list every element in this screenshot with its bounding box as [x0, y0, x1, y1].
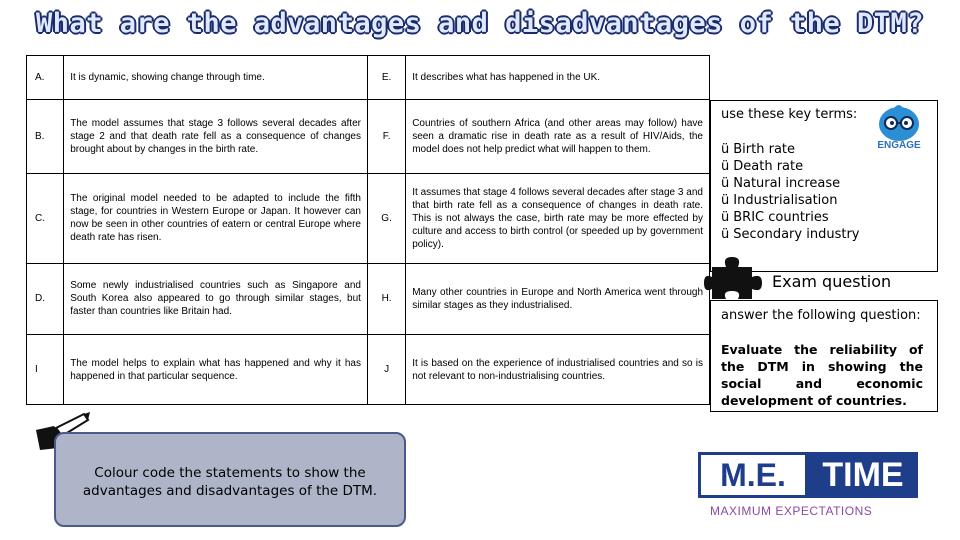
statement-key: F.	[367, 100, 405, 174]
puzzle-piece-icon	[704, 253, 766, 303]
check-icon: ü	[721, 176, 730, 191]
key-term-item	[721, 158, 859, 175]
statement-row	[27, 335, 710, 405]
logo-tagline: MAXIMUM EXPECTATIONS	[710, 504, 873, 518]
engage-label: ENGAGE	[877, 140, 921, 151]
check-icon: ü	[721, 227, 730, 242]
statement-text: It is based on the experience of industrialised countries and so is not relevant to non-industrialising countries.	[406, 335, 710, 405]
statement-text: The model assumes that stage 3 follows several decades after stage 2 and that death rate fell as a consequence of changes brought about by changes in the birth rate.	[64, 100, 368, 174]
key-terms-heading: use these key terms:	[721, 107, 858, 122]
key-term-item	[721, 209, 859, 226]
statement-text: Many other countries in Europe and North America went through similar stages as they industrialised.	[406, 263, 710, 335]
statement-text: It assumes that stage 4 follows several decades after stage 3 and that birth rate fell as a consequence of changes in death rate. This is not always the case, birth rate may be more effected by culture and access to birth control (or speeded up by government policy).	[406, 174, 710, 263]
statement-key: B.	[27, 100, 64, 174]
statements-table	[26, 55, 710, 405]
logo-time-text: TIME	[808, 452, 918, 498]
key-term-label: Secondary industry	[733, 227, 860, 242]
key-terms-list	[721, 141, 859, 243]
key-term-label: Death rate	[733, 159, 804, 174]
statement-text: It describes what has happened in the UK.	[406, 56, 710, 100]
check-icon: ü	[721, 193, 730, 208]
check-icon: ü	[721, 210, 730, 225]
key-term-item	[721, 141, 859, 158]
check-icon: ü	[721, 142, 730, 157]
me-time-logo	[698, 452, 918, 520]
statement-text: It is dynamic, showing change through time.	[64, 56, 368, 100]
key-term-item	[721, 175, 859, 192]
statement-row	[27, 263, 710, 335]
instruction-box	[54, 432, 406, 527]
key-term-label: Industrialisation	[733, 193, 838, 208]
statement-row	[27, 100, 710, 174]
statement-key: D.	[27, 263, 64, 335]
statement-text: The model helps to explain what has happened and why it has happened in that particular sequence.	[64, 335, 368, 405]
engage-mascot-icon	[870, 104, 928, 154]
key-term-item	[721, 192, 859, 209]
statement-key: G.	[367, 174, 405, 263]
statement-text: Some newly industrialised countries such as Singapore and South Korea also appeared to go through similar stages, but faster than countries like Britain had.	[64, 263, 368, 335]
statement-key: A.	[27, 56, 64, 100]
statement-key: H.	[367, 263, 405, 335]
exam-question-box	[710, 300, 938, 412]
statement-key: J	[367, 335, 405, 405]
exam-question: Evaluate the reliability of the DTM in showing the social and economic development of countries.	[721, 342, 923, 408]
statement-row	[27, 56, 710, 100]
key-term-label: Birth rate	[733, 142, 795, 157]
instruction-text: Colour code the statements to show the advantages and disadvantages of the DTM.	[82, 465, 378, 499]
statement-key: I	[27, 335, 64, 405]
exam-heading: Exam question	[772, 272, 892, 291]
key-term-label: BRIC countries	[733, 210, 829, 225]
statement-key: C.	[27, 174, 64, 263]
key-term-label: Natural increase	[733, 176, 841, 191]
statement-row	[27, 174, 710, 263]
statement-text: Countries of southern Africa (and other areas may follow) have seen a dramatic rise in death rate as a result of HIV/Aids, the model does not help predict what will happen to them.	[406, 100, 710, 174]
statement-text: The original model needed to be adapted to include the fifth stage, for countries in Western Europe or Japan. It however can now be seen in other countries of eatern or central Europe where death rate has risen.	[64, 174, 368, 263]
page-title: What are the advantages and disadvantages of the DTM?	[35, 8, 925, 39]
exam-subheading: answer the following question:	[721, 308, 921, 323]
statement-key: E.	[367, 56, 405, 100]
logo-me-text: M.E.	[698, 452, 808, 498]
logo-main	[698, 452, 918, 498]
key-term-item	[721, 226, 859, 243]
check-icon: ü	[721, 159, 730, 174]
